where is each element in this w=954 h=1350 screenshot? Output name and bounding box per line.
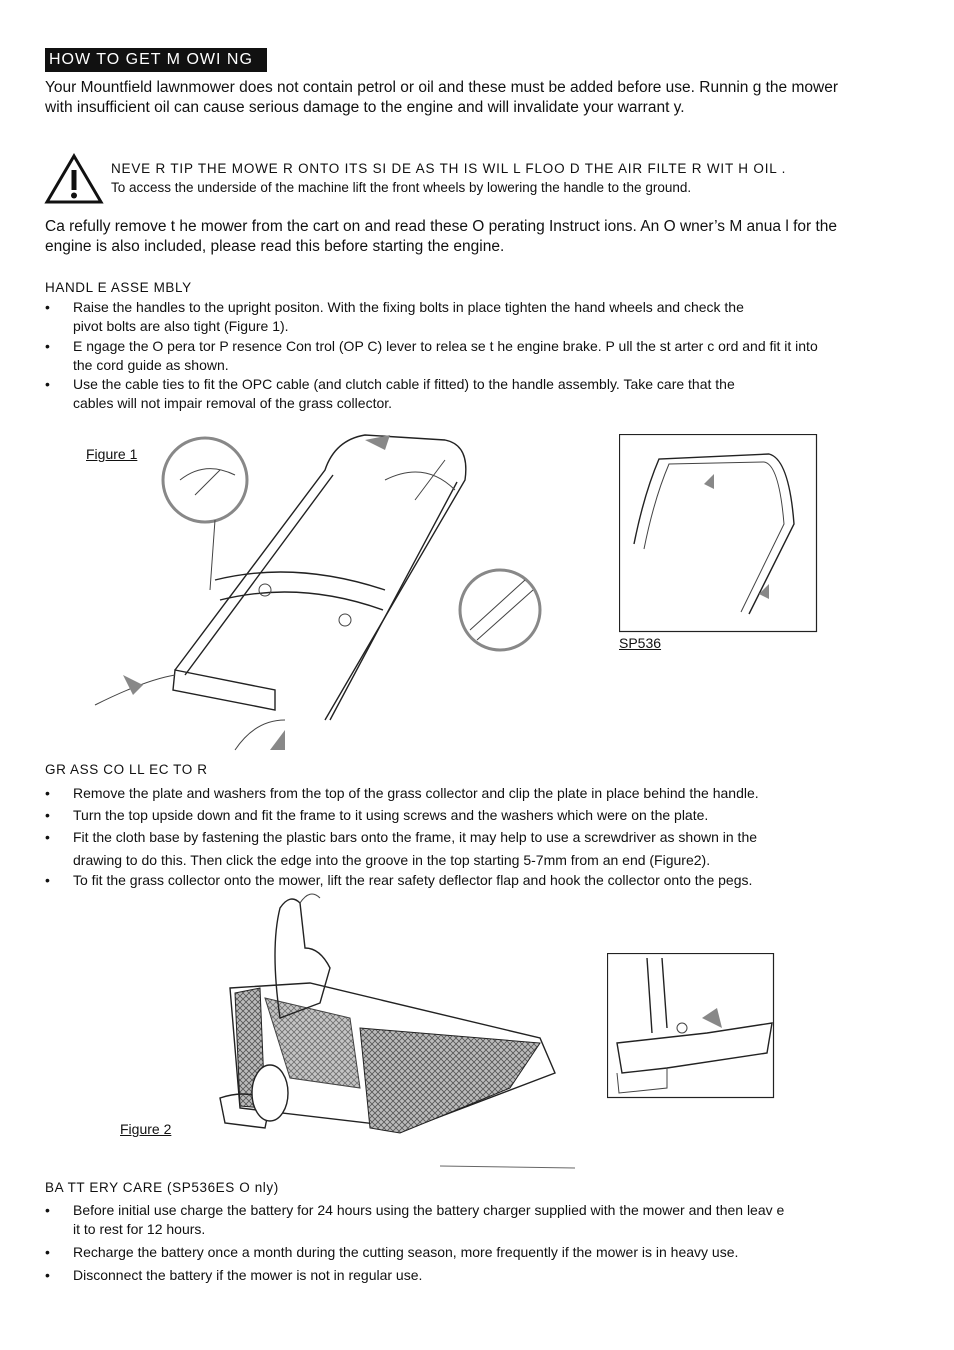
instructions-paragraph: Ca refully remove t he mower from the cart on and read these O perating Instruct ions. An O wner’s M anua l for the engine is also included, please read this before starting the engine. [45,218,838,255]
grass-collector-illustration [210,888,580,1173]
list-item-text: Turn the top upside down and fit the frame to it using screws and the washers which were on the plate. [73,807,709,823]
list-item [45,826,845,870]
bullet: • [45,872,50,888]
list-item-text: Use the cable ties to fit the OPC cable (and clutch cable if fitted) to the handle assembly. Take care that the cables will not impair removal of the grass collector. [73,376,735,411]
list-item-text: To fit the grass collector onto the mower, lift the rear safety deflector flap and hook the collector onto the pegs. [73,872,753,888]
list-item [45,337,845,375]
page-title: HOW TO GET M OWI NG [45,48,267,72]
bullet: • [45,338,50,354]
bullet: • [45,829,50,845]
list-item-text: Raise the handles to the upright positon. With the fixing bolts in place tighten the hand wheels and check the pivot bolts are also tight (Figure 1). [73,299,744,334]
list-item-text: Recharge the battery once a month during the cutting season, more frequently if the mower is in heavy use. [73,1244,739,1260]
figure-1-label: Figure 1 [86,446,138,462]
bullet: • [45,1244,50,1260]
collector-detail-illustration [607,953,775,1099]
list-item [45,1266,845,1286]
list-item-text: Remove the plate and washers from the top of the grass collector and clip the plate in place behind the handle. [73,785,759,801]
list-item-text: Fit the cloth base by fastening the plastic bars onto the frame, it may help to use a screwdriver as shown in the drawing to do this. Then click the edge into the groove in the top starting 5-7mm from an end (Figure2). [73,829,758,868]
list-item [45,1201,845,1241]
list-item [45,784,845,804]
list-item [45,806,845,826]
warning-line-2: To access the underside of the machine lift the front wheels by lowering the handle to the ground. [111,180,692,195]
warning-line-1: NEVE R TIP THE MOWE R ONTO ITS SI DE AS TH IS WIL L FLOO D THE AIR FILTE R WIT H OIL . [111,161,787,176]
handle-assembly-heading: HANDL E ASSE MBLY [45,280,192,295]
list-item [45,298,845,336]
intro-paragraph: Your Mountfield lawnmower does not contain petrol or oil and these must be added before use. Runnin g the mower with insufficient oil can cause serious damage to the engine and will invalidate your warrant y. [45,79,838,116]
battery-care-heading: BA TT ERY CARE (SP536ES O nly) [45,1180,279,1195]
sp536-label: SP536 [619,635,662,651]
list-item [45,1243,845,1263]
bullet: • [45,1267,50,1283]
bullet: • [45,376,50,392]
figure-2-label: Figure 2 [120,1121,172,1137]
handle-assembly-illustration [85,420,555,780]
bullet: • [45,785,50,801]
bullet: • [45,299,50,315]
sp536-handle-illustration [619,434,819,634]
warning-icon [44,153,104,205]
bullet: • [45,1202,50,1218]
list-item-text: E ngage the O pera tor P resence Con trol (OP C) lever to relea se t he engine brake. P ull the st arter c ord and fit it into the cord guide as shown. [73,338,818,373]
list-item-text: Before initial use charge the battery for 24 hours using the battery charger supplied with the mower and then leav e it to rest for 12 hours. [73,1202,785,1237]
list-item-text: Disconnect the battery if the mower is not in regular use. [73,1267,423,1283]
grass-collector-heading: GR ASS CO LL EC TO R [45,762,208,777]
list-item [45,375,845,413]
bullet: • [45,807,50,823]
